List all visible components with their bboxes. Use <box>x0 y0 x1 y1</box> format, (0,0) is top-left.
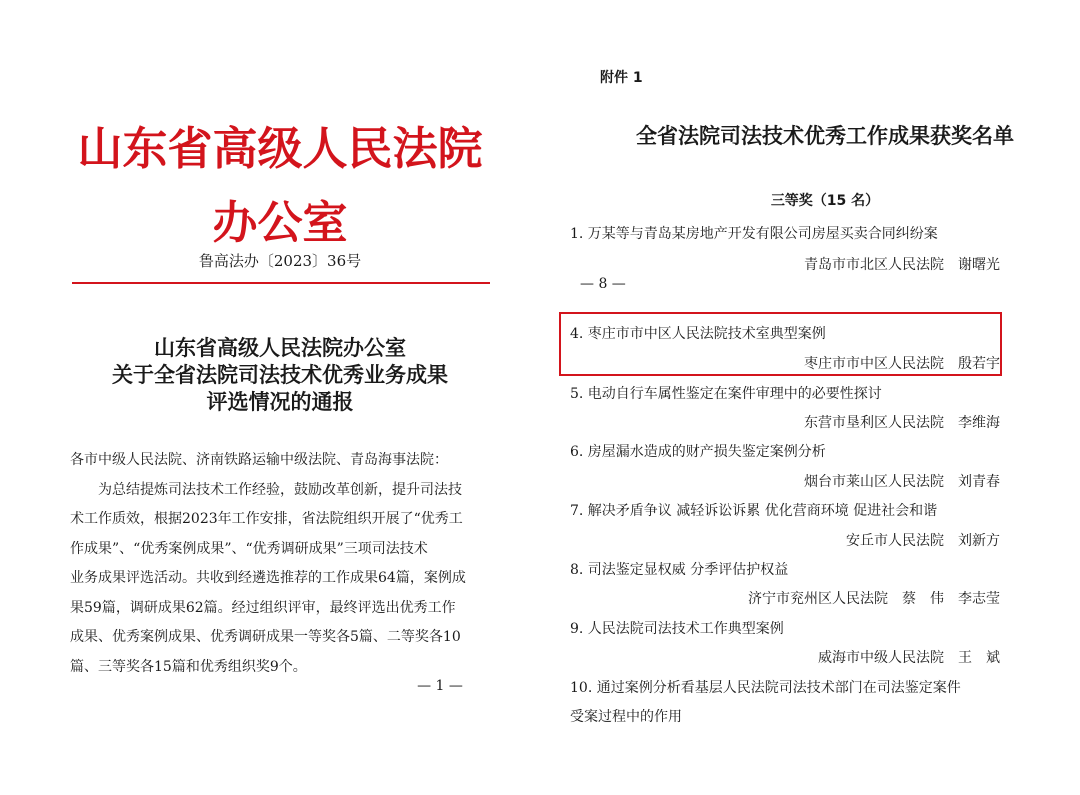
list-title: 全省法院司法技术优秀工作成果获奖名单 <box>636 123 1014 148</box>
entry-title: 9. 人民法院司法技术工作典型案例 <box>570 621 784 637</box>
right-page <box>540 0 1080 795</box>
list-item <box>570 500 1000 549</box>
page-number: — 1 — <box>417 678 463 694</box>
page-number: — 8 — <box>580 276 626 292</box>
list-item <box>570 677 1000 726</box>
salutation-line: 各市中级人民法院、济南铁路运输中级法院、青岛海事法院： <box>70 452 448 468</box>
body-line: 成果、优秀案例成果、优秀调研成果一等奖各5篇、二等奖各10 <box>70 629 461 645</box>
red-masthead: 山东省高级人民法院办公室 <box>77 122 483 249</box>
entry-author: 枣庄市市中区人民法院 殷若宇 <box>804 356 1000 372</box>
list-item <box>570 618 1000 666</box>
list-item <box>570 559 1000 607</box>
red-divider <box>72 282 490 284</box>
entry-title: 8. 司法鉴定显权威 分季评估护权益 <box>570 562 789 578</box>
entry-title: 5. 电动自行车属性鉴定在案件审理中的必要性探讨 <box>570 386 882 402</box>
entry-author: 济宁市兖州区人民法院 蔡 伟 李志莹 <box>748 591 1000 607</box>
entry-title: 6. 房屋漏水造成的财产损失鉴定案例分析 <box>570 444 826 460</box>
entry-title-continuation: 受案过程中的作用 <box>570 709 682 725</box>
entry-author: 青岛市市北区人民法院 谢曙光 <box>804 257 1000 273</box>
attachment-label: 附件 1 <box>600 70 643 86</box>
body-line: 果59篇，调研成果62篇。经过组织评审，最终评选出优秀工作 <box>70 599 456 616</box>
body-line: 业务成果评选活动。共收到经遴选推荐的工作成果64篇，案例成 <box>70 570 466 586</box>
notice-title-line: 关于全省法院司法技术优秀业务成果 <box>112 362 448 387</box>
list-item-highlighted <box>570 323 1000 372</box>
body-line: 篇、三等奖各15篇和优秀组织奖9个。 <box>70 658 307 675</box>
notice-title <box>70 334 490 415</box>
body-line: 作成果”、“优秀案例成果”、“优秀调研成果”三项司法技术 <box>70 540 428 557</box>
entry-title: 1. 万某等与青岛某房地产开发有限公司房屋买卖合同纠纷案 <box>570 226 938 242</box>
entry-author: 东营市垦利区人民法院 李维海 <box>804 415 1000 431</box>
notice-body <box>70 446 495 682</box>
body-line: 术工作质效，根据2023年工作安排，省法院组织开展了“优秀工 <box>70 511 463 527</box>
list-item <box>570 383 1000 431</box>
entry-author: 烟台市莱山区人民法院 刘青春 <box>804 474 1000 490</box>
notice-title-line: 山东省高级人民法院办公室 <box>154 335 406 360</box>
entry-title: 7. 解决矛盾争议 减轻诉讼诉累 优化营商环境 促进社会和谐 <box>570 503 938 519</box>
list-item <box>570 223 1000 273</box>
prize-heading: 三等奖（15 名） <box>770 193 880 209</box>
entry-author: 安丘市人民法院 刘新方 <box>846 533 1000 549</box>
entry-title: 10. 通过案例分析看基层人民法院司法技术部门在司法鉴定案件 <box>570 680 961 696</box>
entry-title: 4. 枣庄市市中区人民法院技术室典型案例 <box>570 326 826 342</box>
body-line: 为总结提炼司法技术工作经验，鼓励改革创新，提升司法技 <box>98 481 462 498</box>
notice-title-line: 评选情况的通报 <box>206 389 354 414</box>
entry-author: 威海市中级人民法院 王 斌 <box>818 650 1000 666</box>
list-item <box>570 441 1000 490</box>
document-number: 鲁高法办〔2023〕36号 <box>198 252 362 270</box>
